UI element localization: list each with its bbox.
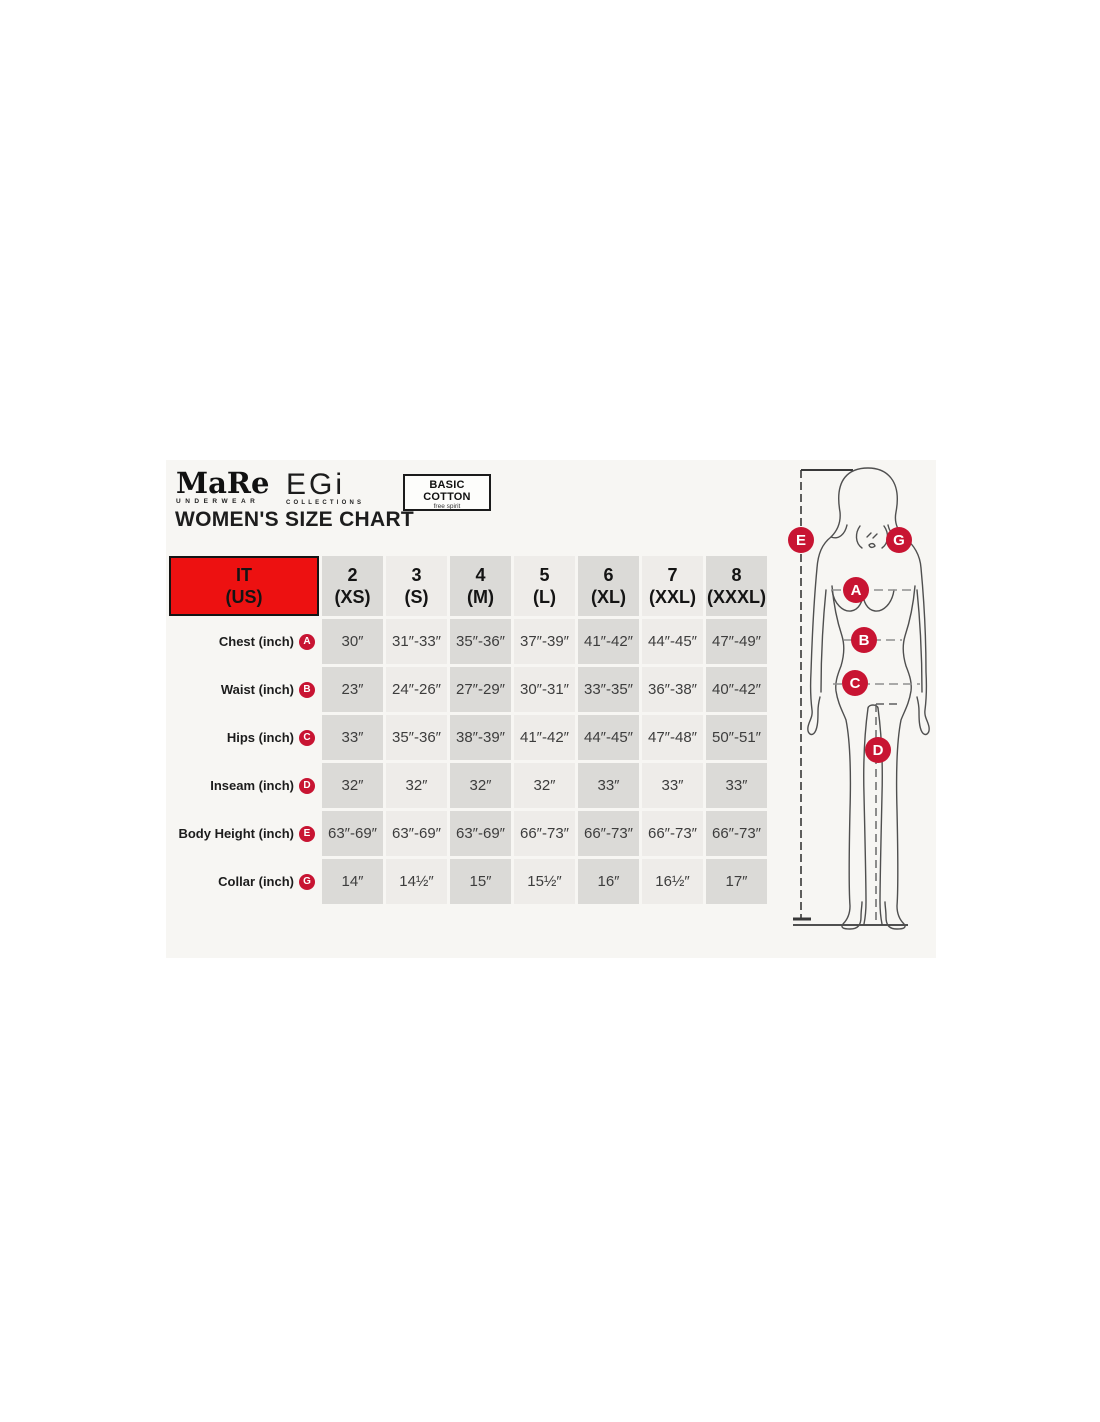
size-value-cell: 44″-45″ (642, 619, 703, 664)
size-value-cell: 23″ (322, 667, 383, 712)
table-row (169, 859, 767, 904)
size-value-cell: 66″-73″ (514, 811, 575, 856)
size-value-cell: 32″ (386, 763, 447, 808)
svg-text:C: C (849, 675, 861, 692)
left-inner-leg (864, 708, 868, 924)
collar-scribble (856, 526, 887, 548)
marker-badge-a: A (299, 634, 315, 650)
figure-marker-g (886, 527, 912, 553)
mare-logo-subtext: UNDERWEAR (176, 498, 260, 505)
header-cell-size-4 (450, 556, 511, 616)
size-table-head-row (169, 556, 767, 616)
size-value-cell: 32″ (322, 763, 383, 808)
header-size-label: (S) (404, 587, 429, 607)
figure-marker-c (842, 670, 868, 696)
size-value-cell: 47″-48″ (642, 715, 703, 760)
marker-badge-c: C (299, 730, 315, 746)
figure-marker-e (788, 527, 814, 553)
table-row (169, 763, 767, 808)
header-size-number: 2 (347, 564, 358, 585)
size-value-cell: 63″-69″ (450, 811, 511, 856)
header-cell-size-5 (514, 556, 575, 616)
row-label-cell (169, 715, 319, 760)
left-arm (808, 537, 831, 734)
size-value-cell: 16½″ (642, 859, 703, 904)
svg-text:A: A (850, 582, 862, 599)
header-cell-it-us (169, 556, 319, 616)
size-table (166, 553, 770, 907)
size-value-cell: 35″-36″ (386, 715, 447, 760)
row-label-text: Chest (inch) (218, 634, 294, 649)
header-size-number: IT (236, 564, 252, 585)
row-label (169, 778, 319, 794)
size-value-cell: 66″-73″ (706, 811, 767, 856)
row-label-text: Collar (inch) (218, 874, 294, 889)
size-value-cell: 47″-49″ (706, 619, 767, 664)
header-cell-size-2 (322, 556, 383, 616)
header-size-label: (XXXL) (706, 587, 766, 607)
svg-text:G: G (893, 532, 905, 549)
table-row (169, 811, 767, 856)
size-value-cell: 15½″ (514, 859, 575, 904)
row-label-cell (169, 619, 319, 664)
size-value-cell: 33″ (706, 763, 767, 808)
size-value-cell: 33″ (322, 715, 383, 760)
figure-marker-a (843, 577, 869, 603)
row-label (169, 826, 319, 842)
svg-text:D: D (872, 742, 884, 759)
row-label-cell (169, 811, 319, 856)
header-size-label: (US) (225, 587, 263, 607)
header-cell-size-3 (386, 556, 447, 616)
header-size-number: 6 (603, 564, 614, 585)
row-label-text: Inseam (inch) (210, 778, 294, 793)
size-value-cell: 17″ (706, 859, 767, 904)
basic-cotton-badge (403, 474, 491, 511)
right-inner-arm (917, 590, 922, 692)
header-size-label: (XS) (334, 587, 371, 607)
mare-logo (176, 468, 276, 505)
size-value-cell: 24″-26″ (386, 667, 447, 712)
size-chart-panel (166, 460, 936, 958)
size-value-cell: 32″ (450, 763, 511, 808)
marker-badge-g: G (299, 874, 315, 890)
egi-logo-text: EGi (286, 468, 346, 501)
header-size-number: 4 (475, 564, 486, 585)
row-label (169, 874, 319, 890)
size-value-cell: 40″-42″ (706, 667, 767, 712)
table-row (169, 667, 767, 712)
row-label-text: Body Height (inch) (178, 826, 294, 841)
figure-marker-b (851, 627, 877, 653)
svg-text:E: E (795, 532, 807, 549)
size-value-cell: 66″-73″ (578, 811, 639, 856)
basic-cotton-subtext: free spirit (433, 503, 461, 510)
size-value-cell: 36″-38″ (642, 667, 703, 712)
row-label-cell (169, 763, 319, 808)
row-label-cell (169, 667, 319, 712)
header-size-label: (XL) (591, 587, 626, 607)
size-value-cell: 33″-35″ (578, 667, 639, 712)
header-size-number: 7 (667, 564, 678, 585)
measurement-figure (780, 460, 935, 952)
torso-right-leg (885, 586, 915, 929)
size-value-cell: 63″-69″ (386, 811, 447, 856)
header-cell-size-7 (642, 556, 703, 616)
size-value-cell: 35″-36″ (450, 619, 511, 664)
header-size-number: 3 (411, 564, 422, 585)
size-value-cell: 16″ (578, 859, 639, 904)
size-table-body (169, 619, 767, 904)
table-row (169, 715, 767, 760)
size-value-cell: 41″-42″ (578, 619, 639, 664)
svg-text:B: B (858, 632, 870, 649)
marker-badge-d: D (299, 778, 315, 794)
egi-logo-subtext: COLLECTIONS (286, 500, 365, 506)
mare-logo-text: MaRe (176, 466, 270, 500)
marker-badge-e: E (299, 826, 315, 842)
size-value-cell: 37″-39″ (514, 619, 575, 664)
row-label-cell (169, 859, 319, 904)
size-value-cell: 14″ (322, 859, 383, 904)
header-size-number: 5 (539, 564, 550, 585)
basic-cotton-text: BASIC COTTON (423, 479, 471, 503)
page-title: WOMEN'S SIZE CHART (175, 508, 415, 531)
size-value-cell: 41″-42″ (514, 715, 575, 760)
table-row (169, 619, 767, 664)
size-value-cell: 32″ (514, 763, 575, 808)
figure-marker-d (865, 737, 891, 763)
left-inner-arm (821, 590, 826, 692)
marker-badge-b: B (299, 682, 315, 698)
header-size-label: (M) (467, 587, 494, 607)
header-size-number: 8 (731, 564, 742, 585)
size-value-cell: 14½″ (386, 859, 447, 904)
hair-outline (831, 468, 904, 538)
size-value-cell: 33″ (642, 763, 703, 808)
row-label-text: Hips (inch) (226, 730, 294, 745)
row-label-text: Waist (inch) (220, 682, 294, 697)
size-value-cell: 27″-29″ (450, 667, 511, 712)
size-value-cell: 31″-33″ (386, 619, 447, 664)
size-value-cell: 30″-31″ (514, 667, 575, 712)
size-value-cell: 50″-51″ (706, 715, 767, 760)
size-value-cell: 44″-45″ (578, 715, 639, 760)
row-label (169, 682, 319, 698)
header-size-label: (XXL) (649, 587, 696, 607)
size-value-cell: 66″-73″ (642, 811, 703, 856)
size-value-cell: 30″ (322, 619, 383, 664)
size-value-cell: 15″ (450, 859, 511, 904)
header-cell-size-8 (706, 556, 767, 616)
size-value-cell: 63″-69″ (322, 811, 383, 856)
row-label (169, 634, 319, 650)
size-value-cell: 38″-39″ (450, 715, 511, 760)
header-size-label: (L) (533, 587, 556, 607)
inseam-measure-lines (876, 704, 898, 920)
row-label (169, 730, 319, 746)
size-value-cell: 33″ (578, 763, 639, 808)
header-cell-size-6 (578, 556, 639, 616)
egi-logo (286, 470, 376, 506)
